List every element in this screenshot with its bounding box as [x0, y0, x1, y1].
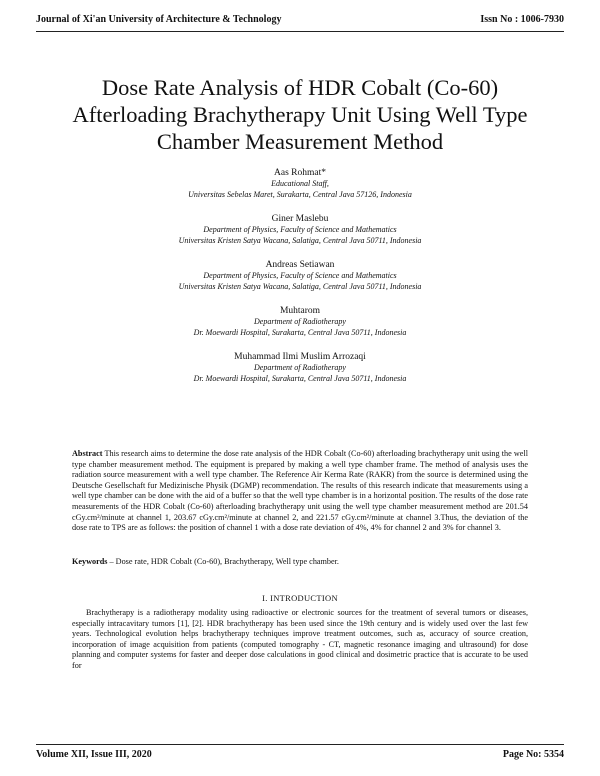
- author-name: Giner Maslebu: [271, 214, 329, 224]
- author-name: Aas Rohmat*: [274, 168, 326, 178]
- author-affiliation-institution: Universitas Kristen Satya Wacana, Salatiga, Central Java 50711, Indonesia: [178, 235, 422, 245]
- author-block: [36, 167, 564, 200]
- author-name: Muhammad Ilmi Muslim Arrozaqi: [234, 352, 366, 362]
- author-block: [36, 351, 564, 384]
- journal-name: Journal of Xi'an University of Architecture & Technology: [36, 14, 282, 25]
- author-affiliation-institution: Universitas Kristen Satya Wacana, Salatiga, Central Java 50711, Indonesia: [178, 281, 422, 291]
- abstract-label: Abstract: [72, 449, 103, 458]
- page-number: Page No: 5354: [502, 749, 564, 760]
- running-footer: [36, 749, 564, 760]
- author-name: Muhtarom: [279, 306, 321, 316]
- author-block: [36, 259, 564, 292]
- author-name: Andreas Setiawan: [265, 260, 335, 270]
- author-affiliation-dept: Department of Physics, Faculty of Science and Mathematics: [203, 271, 397, 280]
- running-header: [36, 14, 564, 25]
- keywords-label: Keywords: [72, 557, 108, 566]
- author-affiliation-dept: Department of Radiotherapy: [254, 363, 346, 372]
- issn-number: Issn No : 1006-7930: [480, 14, 564, 25]
- author-list: [36, 167, 564, 397]
- abstract: [72, 449, 528, 534]
- author-affiliation-dept: Department of Radiotherapy: [254, 317, 346, 326]
- abstract-text: This research aims to determine the dose rate analysis of the HDR Cobalt (Co-60) afterloading brachytherapy unit using the well type chamber measurement method. The equipment is prepared by making a well type chamber frame. The method of analysis uses the radiation source measurement with a well type chamber. The Reference Air Kerma Rate (RAKR) from the source is determined using the Deutsche Gesellschaft fur Medizinische Physik (DGMP) recommendation. The results of this research indicate that measurements using a well type chamber can be done with the aid of a buffer so that the well type chamber is in a horizontal position. The results of the dose rate measurements of the HDR Cobalt (Co-60) afterloading brachytherapy unit using the well type chamber measurement method are 201.54 cGy.cm²/minute at channel 1, 203.67 cGy.cm²/minute at channel 2, and 221.57 cGy.cm²/minute at channel 3.Thus, the deviation of the dose rate to TPS are as follows: the position of channel 1 with a dose rate deviation of 4%, 4% for channel 2 and 3% for channel 3.: [72, 449, 528, 533]
- keywords-text: – Dose rate, HDR Cobalt (Co-60), Brachytherapy, Well type chamber.: [109, 557, 339, 566]
- intro-paragraph: Brachytherapy is a radiotherapy modality using radioactive or electronic sources for the treatment of several tumors or diseases, especially intracavitary tumors [1], [2]. HDR brachytherapy has been used since the 19th century and is widely used over the last few years. Technological evolution helps brachytherapy techniques improve treatment outcomes, such as, accuracy of source creation, incorporation of image acquisition from patients (computed tomography - CT, magnetic resonance imaging and ultrasound) for dose planning and computer systems for faster and deeper dose calculations in good clinical and dosimetric practice that is accurate to be used for: [72, 608, 528, 670]
- author-affiliation-dept: Department of Physics, Faculty of Science and Mathematics: [203, 225, 397, 234]
- author-affiliation-institution: Universitas Sebelas Maret, Surakarta, Central Java 57126, Indonesia: [188, 189, 412, 199]
- author-affiliation-dept: Educational Staff,: [271, 179, 329, 188]
- section-heading: I. INTRODUCTION: [262, 593, 338, 603]
- footer-rule: [36, 744, 564, 745]
- author-block: [36, 213, 564, 246]
- author-block: [36, 305, 564, 338]
- author-affiliation-institution: Dr. Moewardi Hospital, Surakarta, Central Java 50711, Indonesia: [193, 327, 407, 337]
- paper-title: Dose Rate Analysis of HDR Cobalt (Co-60) Afterloading Brachytherapy Unit Using Well Type Chamber Measurement Method: [72, 75, 528, 154]
- header-rule: [36, 31, 564, 32]
- author-affiliation-institution: Dr. Moewardi Hospital, Surakarta, Central Java 50711, Indonesia: [193, 373, 407, 383]
- keywords: [72, 557, 528, 568]
- volume-issue: Volume XII, Issue III, 2020: [36, 749, 152, 760]
